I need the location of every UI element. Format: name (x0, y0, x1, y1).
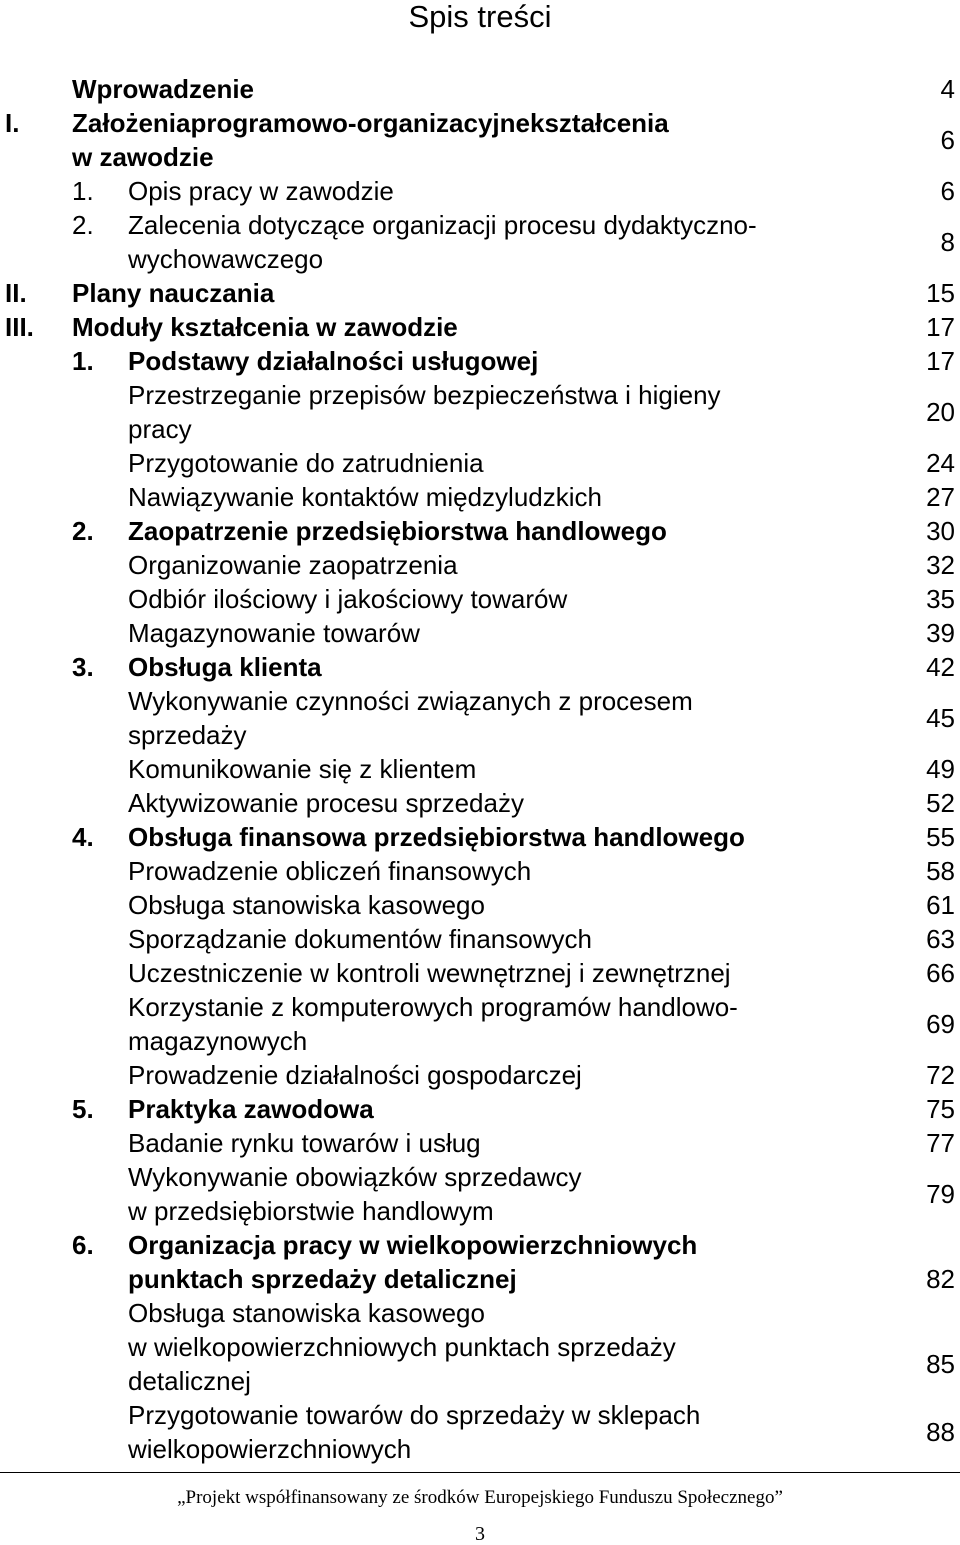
toc-entry-number: 2. (72, 210, 94, 240)
toc-entry-title-line: Opis pracy w zawodzie (128, 176, 394, 206)
footer-note: „Projekt współfinansowany ze środków Europejskiego Funduszu Społecznego” (177, 1487, 783, 1508)
toc-entry-title (128, 1228, 697, 1296)
toc-entry-title-line: Przygotowanie do zatrudnienia (128, 448, 484, 478)
toc-entry-page: 82 (926, 1264, 955, 1294)
toc-entry-page: 58 (926, 856, 955, 886)
toc-entry-title (72, 276, 274, 310)
toc-entry-page: 8 (940, 227, 955, 257)
toc-entry-number: 2. (72, 516, 94, 546)
toc-entry-title-line: Plany nauczania (72, 278, 275, 308)
toc-entry-page: 79 (926, 1179, 955, 1209)
toc-entry-title-line: Zaopatrzenie przedsiębiorstwa handlowego (128, 516, 667, 546)
toc-entry-number: II. (5, 278, 27, 308)
toc-entry-title (128, 1092, 374, 1126)
toc-entry-title (128, 1058, 582, 1092)
toc-entry-page: 15 (926, 278, 955, 308)
toc-entry-title-line: Przestrzeganie przepisów bezpieczeństwa i higieny (128, 380, 721, 410)
toc-entry-title-line: Nawiązywanie kontaktów międzyludzkich (128, 482, 602, 512)
toc-entry-title-line: Zalecenia dotyczące organizacji procesu dydaktyczno- (128, 210, 757, 240)
toc-entry-title (128, 1296, 676, 1398)
toc-entry-title (128, 480, 602, 514)
toc-entry-page: 63 (926, 924, 955, 954)
toc-entry-title-line: Praktyka zawodowa (128, 1094, 374, 1124)
toc-entry-title-line: Moduły kształcenia w zawodzie (72, 312, 458, 342)
toc-entry-page: 6 (940, 125, 955, 155)
toc-entry-title-line: Prowadzenie działalności gospodarczej (128, 1060, 582, 1090)
toc-entry-title (128, 888, 485, 922)
toc-entry-page: 49 (926, 754, 955, 784)
toc-entry-title-line: Korzystanie z komputerowych programów handlowo- (128, 992, 738, 1022)
page-number: 3 (475, 1523, 485, 1545)
toc-entry-page: 45 (926, 703, 955, 733)
toc-entry-title (128, 752, 476, 786)
toc-entry-title-line: Obsługa stanowiska kasowego (128, 890, 485, 920)
toc-entry-title-line: Uczestniczenie w kontroli wewnętrznej i zewnętrznej (128, 958, 731, 988)
toc-entry-page: 42 (926, 652, 955, 682)
toc-entry-number: 1. (72, 346, 94, 376)
toc-entry-title (72, 106, 862, 174)
toc-entry-title (128, 446, 484, 480)
toc-entry-page: 17 (926, 312, 955, 342)
toc-entry-number: 3. (72, 652, 94, 682)
toc-entry-title-line: Magazynowanie towarów (128, 618, 420, 648)
toc-entry-title-line: Wykonywanie obowiązków sprzedawcy (128, 1162, 582, 1192)
toc-entry-title (128, 174, 394, 208)
toc-entry-title-line: sprzedaży (128, 720, 247, 750)
toc-entry-title (128, 922, 592, 956)
toc-entry-title-line: Obsługa stanowiska kasowego (128, 1298, 485, 1328)
toc-entry-page: 17 (926, 346, 955, 376)
toc-entry-title (128, 1398, 700, 1466)
toc-entry-page: 66 (926, 958, 955, 988)
toc-entry-title-line: w wielkopowierzchniowych punktach sprzedaży (128, 1332, 676, 1362)
toc-entry-title-line: wielkopowierzchniowych (128, 1434, 412, 1464)
toc-entry-title-line: detalicznej (128, 1366, 251, 1396)
toc-entry-title-line: Podstawy działalności usługowej (128, 346, 539, 376)
toc-entry-title (128, 378, 721, 446)
toc-entry-page: 75 (926, 1094, 955, 1124)
toc-entry-page: 6 (940, 176, 955, 206)
toc-entry-page: 55 (926, 822, 955, 852)
toc-entry-title (128, 344, 538, 378)
toc-entry-title-line: Aktywizowanie procesu sprzedaży (128, 788, 524, 818)
toc-entry-title (128, 616, 420, 650)
toc-entry-page: 72 (926, 1060, 955, 1090)
toc-entry-title-line: wychowawczego (128, 244, 324, 274)
toc-entry-page: 30 (926, 516, 955, 546)
toc-entry-title-line: Odbiór ilościowy i jakościowy towarów (128, 584, 568, 614)
toc-entry-title (128, 820, 745, 854)
toc-entry-title-line: Wprowadzenie (72, 74, 255, 104)
toc-entry-page: 77 (926, 1128, 955, 1158)
footer-divider (0, 1472, 960, 1473)
toc-entry-number: III. (5, 312, 34, 342)
toc-entry-title-line: Sporządzanie dokumentów finansowych (128, 924, 592, 954)
toc-entry-number: I. (5, 108, 20, 138)
toc-entry-number: 1. (72, 176, 94, 206)
toc-entry-title-line: Organizacja pracy w wielkopowierzchniowych (128, 1230, 698, 1260)
toc-entry-page: 24 (926, 448, 955, 478)
toc-entry-title-line: Organizowanie zaopatrzenia (128, 550, 458, 580)
toc-entry-page: 85 (926, 1349, 955, 1379)
toc-entry-title-line: Wykonywanie czynności związanych z procesem (128, 686, 693, 716)
toc-entry-title-line: Badanie rynku towarów i usług (128, 1128, 481, 1158)
toc-entry-number: 4. (72, 822, 94, 852)
toc-entry-title-line: magazynowych (128, 1026, 308, 1056)
toc-entry-title-line: Założeniaprogramowo-organizacyjnekształcenia (72, 108, 669, 138)
toc-entry-title-line: Obsługa klienta (128, 652, 322, 682)
toc-entry-title (72, 310, 458, 344)
toc-entry-page: 32 (926, 550, 955, 580)
toc-entry-title-line: Prowadzenie obliczeń finansowych (128, 856, 532, 886)
toc-entry-title (128, 1160, 582, 1228)
toc-entry-title (128, 548, 458, 582)
toc-entry-title-line: punktach sprzedaży detalicznej (128, 1264, 517, 1294)
toc-entry-page: 52 (926, 788, 955, 818)
toc-entry-page: 27 (926, 482, 955, 512)
toc-entry-page: 20 (926, 397, 955, 427)
toc-entry-title-line: pracy (128, 414, 192, 444)
toc-entry-number: 5. (72, 1094, 94, 1124)
page-title: Spis treści (408, 0, 552, 34)
toc-entry-title-line: w zawodzie (72, 142, 214, 172)
toc-entry-page: 39 (926, 618, 955, 648)
toc-entry-number: 6. (72, 1230, 94, 1260)
toc-entry-page: 61 (926, 890, 955, 920)
toc-entry-title (128, 582, 567, 616)
toc-entry-title-line: Komunikowanie się z klientem (128, 754, 477, 784)
toc-entry-title (72, 72, 254, 106)
toc-entry-title (128, 854, 531, 888)
toc-entry-page: 4 (940, 74, 955, 104)
toc-entry-title-line: w przedsiębiorstwie handlowym (128, 1196, 494, 1226)
toc-entry-title (128, 786, 524, 820)
toc-entry-title (128, 956, 731, 990)
toc-entry-page: 88 (926, 1417, 955, 1447)
toc-entry-title (128, 514, 667, 548)
toc-entry-page: 35 (926, 584, 955, 614)
toc-entry-title (128, 1126, 481, 1160)
toc-entry-title-line: Przygotowanie towarów do sprzedaży w sklepach (128, 1400, 701, 1430)
toc-entry-title (128, 208, 757, 276)
toc-entry-title (128, 684, 693, 752)
toc-entry-title (128, 650, 322, 684)
toc-entry-page: 69 (926, 1009, 955, 1039)
toc-entry-title (128, 990, 738, 1058)
toc-entry-title-line: Obsługa finansowa przedsiębiorstwa handlowego (128, 822, 745, 852)
